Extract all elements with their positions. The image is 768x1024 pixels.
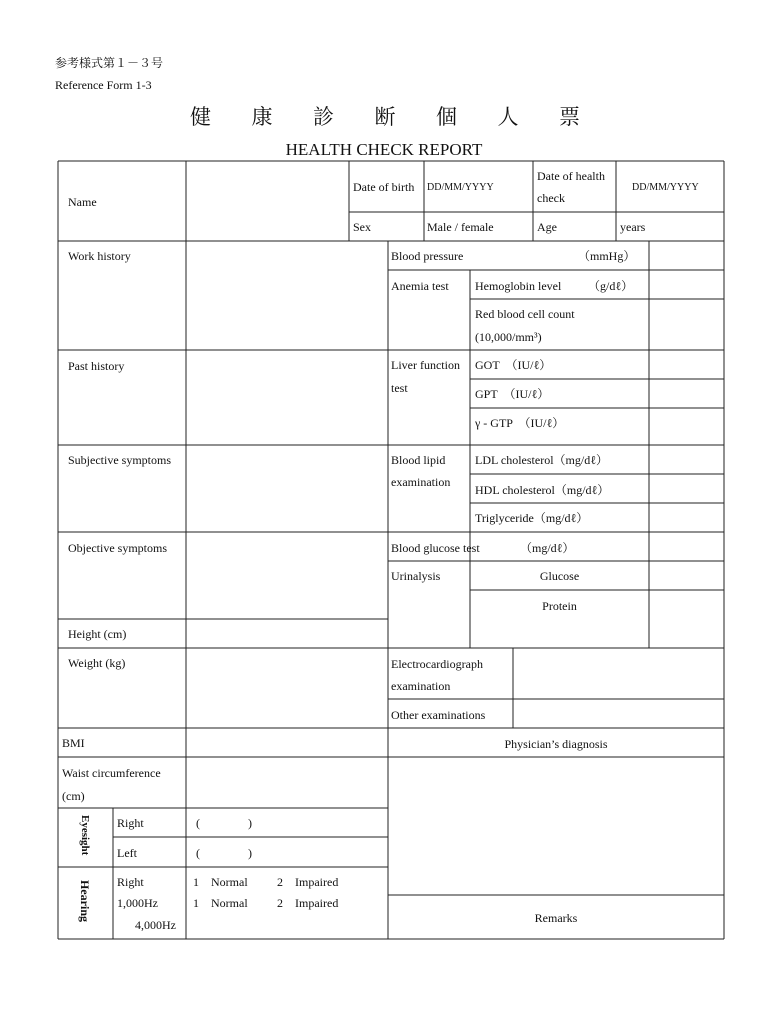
name-label: Name [68, 195, 97, 209]
hearing-right-label: Right [117, 875, 144, 889]
age-unit: years [620, 220, 646, 234]
age-label: Age [537, 220, 557, 234]
eyesight-left-paren: ( ) [196, 846, 252, 860]
hemoglobin-unit: （g/dℓ） [588, 279, 634, 293]
title-jp-char: 健 [190, 105, 211, 129]
title-jp-char: 診 [313, 105, 334, 129]
hearing-impaired-option: 2 Impaired [277, 875, 339, 889]
title-jp-char: 人 [497, 105, 519, 129]
sex-label: Sex [353, 220, 371, 234]
urine-glucose-label: Glucose [539, 569, 580, 583]
hearing-4000hz-label: 4,000Hz [135, 918, 176, 932]
ggtp-label: γ - GTP （IU/ℓ） [475, 416, 565, 430]
work-history-label: Work history [68, 249, 131, 263]
past-history-label: Past history [68, 359, 125, 373]
blood-glucose-unit: （mg/dℓ） [520, 541, 575, 555]
anemia-test-label: Anemia test [391, 279, 449, 293]
dob-label: Date of birth [353, 180, 415, 194]
hemoglobin-label: Hemoglobin level [475, 279, 562, 293]
title-jp-char: 票 [559, 105, 580, 129]
reference-form-en: Reference Form 1-3 [55, 78, 152, 92]
blood-pressure-unit: （mmHg） [578, 249, 636, 263]
sex-value: Male / female [427, 220, 494, 234]
hearing-normal-option: 1 Normal [193, 875, 248, 889]
weight-label: Weight (kg) [68, 656, 126, 670]
triglyceride-label: Triglyceride（mg/dℓ） [475, 511, 589, 525]
ecg-label-1: Electrocardiograph [391, 657, 483, 671]
ldl-label: LDL cholesterol（mg/dℓ） [475, 453, 608, 467]
physician-diagnosis-label: Physician’s diagnosis [504, 737, 608, 751]
dob-value: DD/MM/YYYY [427, 182, 494, 193]
rbc-label-1: Red blood cell count [475, 307, 575, 321]
ecg-label-2: examination [391, 679, 451, 693]
hearing-1000hz-label: 1,000Hz [117, 896, 158, 910]
health-check-date-label-1: Date of health [537, 169, 605, 183]
urinalysis-label: Urinalysis [391, 569, 441, 583]
hearing-label: Hearing [78, 880, 92, 922]
eyesight-left-label: Left [117, 846, 137, 860]
urine-protein-label: Protein [542, 599, 577, 613]
rbc-label-2: (10,000/mm³) [475, 330, 542, 344]
bmi-label: BMI [62, 736, 85, 750]
title-jp-char: 断 [374, 105, 396, 129]
eyesight-label: Eyesight [79, 815, 91, 856]
gpt-label: GPT （IU/ℓ） [475, 387, 550, 401]
title-jp-char: 個 [436, 105, 457, 129]
hearing-impaired-option: 2 Impaired [277, 896, 339, 910]
reference-form-jp: 参考様式第１－３号 [55, 56, 164, 70]
waist-label-1: Waist circumference [62, 766, 161, 780]
blood-lipid-label-2: examination [391, 475, 451, 489]
hearing-normal-option: 1 Normal [193, 896, 248, 910]
other-exams-label: Other examinations [391, 708, 486, 722]
title-jp-char: 康 [251, 105, 273, 129]
subjective-symptoms-label: Subjective symptoms [68, 453, 171, 467]
waist-label-2: (cm) [62, 789, 85, 803]
title-japanese [190, 104, 580, 130]
health-check-date-value: DD/MM/YYYY [632, 182, 699, 193]
got-label: GOT （IU/ℓ） [475, 358, 552, 372]
eyesight-right-label: Right [117, 816, 144, 830]
objective-symptoms-label: Objective symptoms [68, 541, 167, 555]
liver-function-label-2: test [391, 381, 408, 395]
eyesight-right-paren: ( ) [196, 816, 252, 830]
hdl-label: HDL cholesterol（mg/dℓ） [475, 483, 610, 497]
height-label: Height (cm) [68, 627, 127, 641]
blood-glucose-label: Blood glucose test [391, 541, 480, 555]
blood-pressure-label: Blood pressure [391, 249, 464, 263]
health-check-date-label-2: check [537, 191, 565, 205]
liver-function-label-1: Liver function [391, 358, 460, 372]
title-english: HEALTH CHECK REPORT [285, 140, 483, 159]
blood-lipid-label-1: Blood lipid [391, 453, 446, 467]
remarks-label: Remarks [534, 911, 578, 925]
